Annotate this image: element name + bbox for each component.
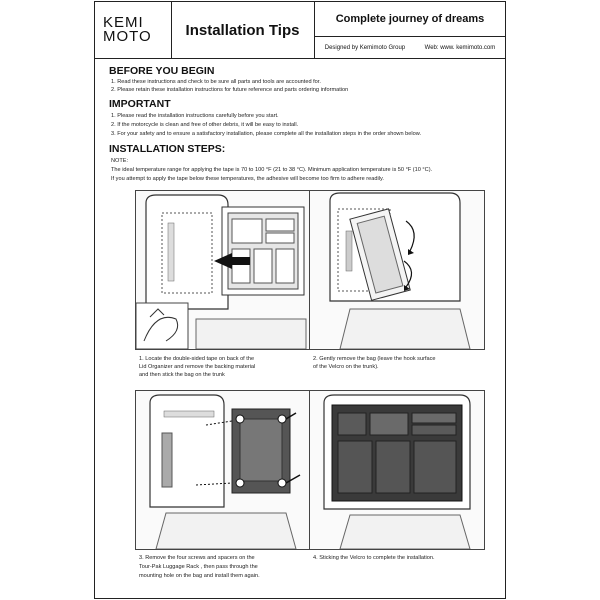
step3-caption-1: 3. Remove the four screws and spacers on the (139, 555, 255, 561)
step1-illustration (135, 190, 311, 350)
note-label: NOTE: (111, 158, 129, 164)
logo-line-1: KEMI (103, 14, 144, 31)
brand-logo (95, 2, 172, 58)
tagline: Complete journey of dreams (315, 2, 505, 37)
step1-caption-3: and then stick the bag on the trunk (139, 372, 225, 378)
website: Web: www. kemimoto.com (424, 44, 496, 51)
step4-caption-1: 4. Sticking the Velcro to complete the installation. (313, 555, 435, 561)
step4-illustration (309, 390, 485, 550)
page-title: Installation Tips (171, 2, 315, 58)
steps-heading: INSTALLATION STEPS: (109, 143, 226, 155)
step2-illustration (309, 190, 485, 350)
header (95, 2, 505, 59)
before-item-1: 1. Read these instructions and check to be sure all parts and tools are accounted for. (111, 79, 321, 85)
before-item-2: 2. Please retain these installation instructions for future reference and parts ordering information (111, 87, 349, 93)
note-line-2: If you attempt to apply the tape below these temperatures, the adhesive will become too firm to adhere readily. (111, 176, 384, 182)
important-item-1: 1. Please read the installation instructions carefully before you start. (111, 113, 279, 119)
important-item-2: 2. If the motorcycle is clean and free of other debris, it will be easy to install. (111, 122, 299, 128)
designed-by: Designed by Kemimoto Group (324, 44, 406, 51)
important-item-3: 3. For your safety and to ensure a satisfactory installation, please complete all the installation steps in the order shown below. (111, 131, 422, 137)
step3-caption-3: mounting hole on the bag and install them again. (139, 573, 260, 579)
step2-caption-1: 2. Gently remove the bag (leave the hook surface (313, 356, 436, 362)
step2-caption-2: of the Velcro on the trunk). (313, 364, 379, 370)
instruction-sheet (94, 1, 506, 599)
step1-caption-2: Lid Organizer and remove the backing material (139, 364, 256, 370)
header-meta (315, 37, 505, 58)
step3-illustration (135, 390, 311, 550)
logo-line-2: MOTO (103, 28, 152, 45)
important-heading: IMPORTANT (109, 98, 171, 110)
step1-caption-1: 1. Locate the double-sided tape on back of the (139, 356, 255, 362)
note-line-1: The ideal temperature range for applying the tape is 70 to 100 °F (21 to 38 °C). Minimum application temperature is 50 °F (10 °C). (111, 167, 433, 173)
step3-caption-2: Tour-Pak Luggage Rack , then pass through the (139, 564, 258, 570)
before-heading: BEFORE YOU BEGIN (109, 65, 215, 77)
